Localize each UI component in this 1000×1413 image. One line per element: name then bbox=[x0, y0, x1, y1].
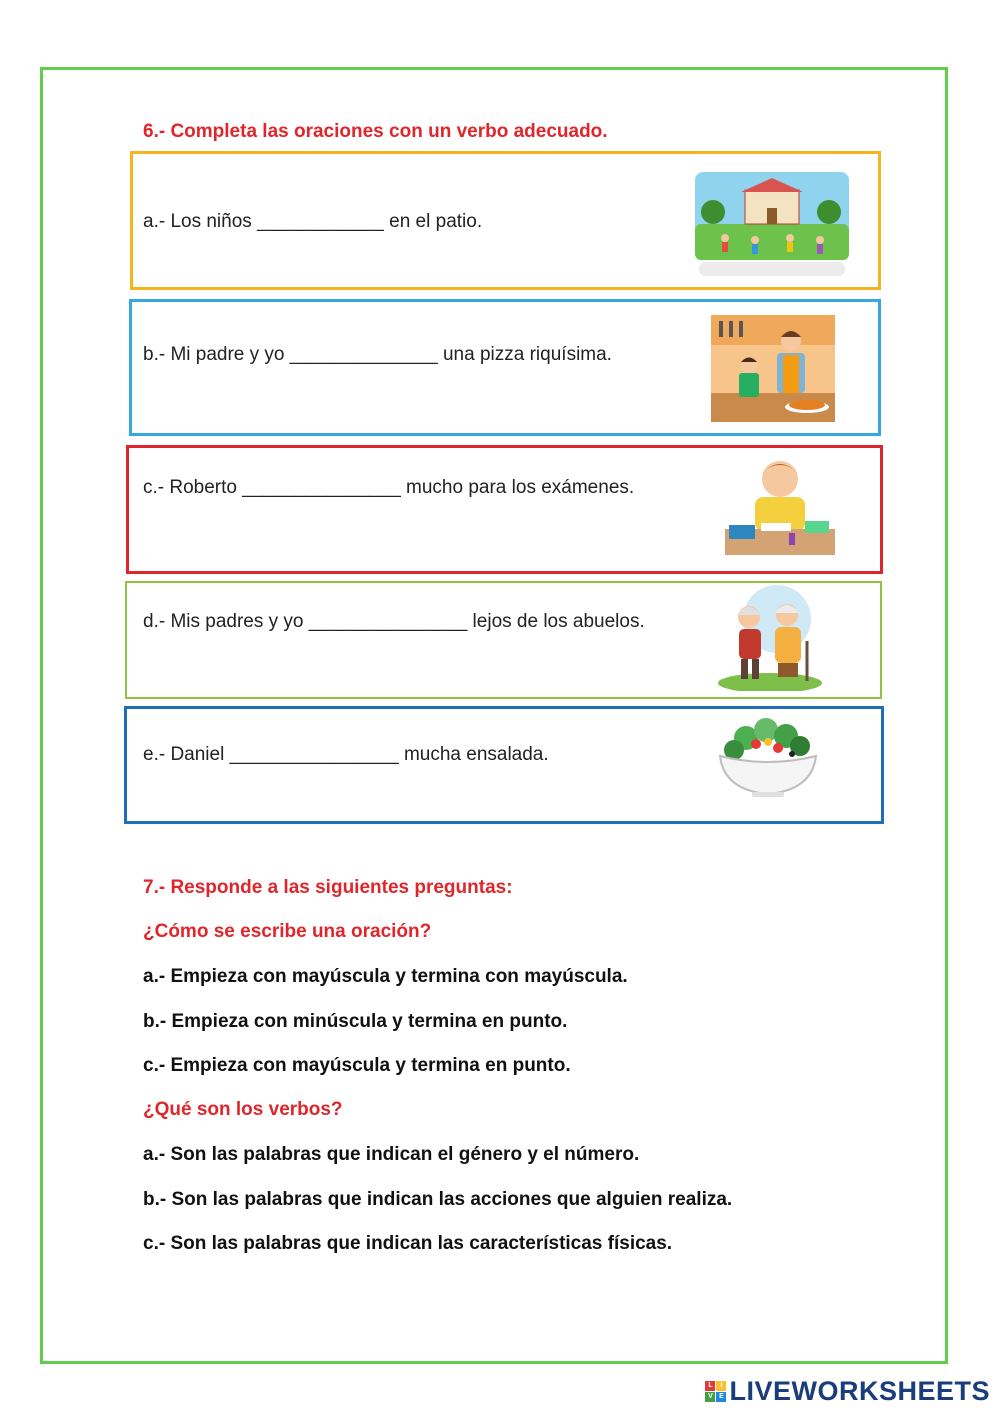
logo-text: LIVEWORKSHEETS bbox=[729, 1376, 990, 1406]
q2-option-a[interactable]: a.- Son las palabras que indican el género y el número. bbox=[143, 1144, 640, 1165]
salad-bowl-icon bbox=[716, 714, 820, 798]
section-7-title: 7.- Responde a las siguientes preguntas: bbox=[143, 877, 513, 898]
logo-mark-icon bbox=[705, 1381, 726, 1402]
sentence-c: c.- Roberto _______________ mucho para los exámenes. bbox=[143, 477, 635, 498]
sentence-e: e.- Daniel ________________ mucha ensalada. bbox=[143, 744, 549, 765]
sentence-a: a.- Los niños ____________ en el patio. bbox=[143, 211, 483, 232]
father-son-cooking-icon bbox=[711, 315, 835, 422]
q1-option-b[interactable]: b.- Empieza con minúscula y termina en punto. bbox=[143, 1011, 568, 1032]
q1-option-c[interactable]: c.- Empieza con mayúscula y termina en punto. bbox=[143, 1055, 571, 1076]
logo-letter: E bbox=[716, 1392, 726, 1402]
logo-letter: V bbox=[705, 1392, 715, 1402]
question-1: ¿Cómo se escribe una oración? bbox=[143, 921, 432, 942]
sentence-b: b.- Mi padre y yo ______________ una pizza riquísima. bbox=[143, 344, 612, 365]
sentence-d: d.- Mis padres y yo _______________ lejos de los abuelos. bbox=[143, 611, 645, 632]
playground-children-icon bbox=[695, 172, 849, 278]
logo-letter: I bbox=[716, 1381, 726, 1391]
grandparents-icon bbox=[715, 585, 825, 691]
q1-option-a[interactable]: a.- Empieza con mayúscula y termina con mayúscula. bbox=[143, 966, 628, 987]
boy-studying-icon bbox=[725, 451, 835, 558]
liveworksheets-logo bbox=[705, 1376, 990, 1407]
logo-letter: L bbox=[705, 1381, 715, 1391]
question-2: ¿Qué son los verbos? bbox=[143, 1099, 343, 1120]
section-6-title: 6.- Completa las oraciones con un verbo adecuado. bbox=[143, 121, 608, 142]
q2-option-b[interactable]: b.- Son las palabras que indican las acciones que alguien realiza. bbox=[143, 1189, 733, 1210]
q2-option-c[interactable]: c.- Son las palabras que indican las características físicas. bbox=[143, 1233, 673, 1254]
